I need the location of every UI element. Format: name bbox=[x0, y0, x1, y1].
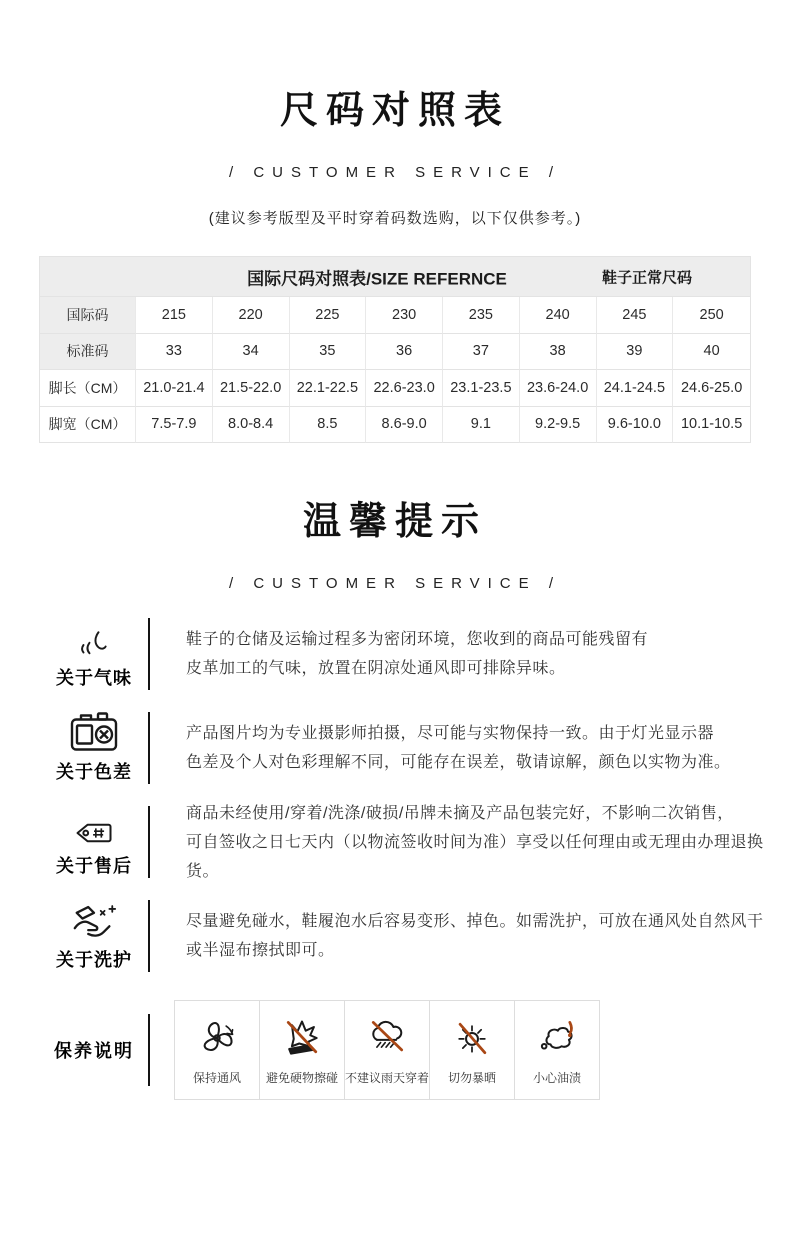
divider bbox=[148, 900, 150, 972]
size-value-cell: 230 bbox=[366, 297, 443, 334]
care-box bbox=[429, 1000, 515, 1100]
oil-stain-icon bbox=[535, 1015, 579, 1061]
tips-title: 温馨提示 bbox=[302, 501, 487, 543]
care-box-label: 不建议雨天穿着 bbox=[345, 1070, 430, 1085]
tip-label: 关于气味 bbox=[56, 668, 132, 688]
size-chart-title: 尺码对照表 bbox=[279, 90, 510, 132]
care-box-label: 保持通风 bbox=[192, 1070, 241, 1085]
size-value-cell: 240 bbox=[520, 297, 597, 334]
size-value-cell: 8.5 bbox=[290, 407, 367, 444]
tip-row bbox=[40, 896, 790, 976]
tip-label: 关于色差 bbox=[56, 762, 132, 782]
size-value-cell: 21.0-21.4 bbox=[136, 370, 213, 407]
size-value-cell: 23.6-24.0 bbox=[520, 370, 597, 407]
size-value-cell: 33 bbox=[136, 334, 213, 371]
smell-icon bbox=[76, 618, 112, 660]
size-value-cell: 36 bbox=[366, 334, 443, 371]
size-chart-note: (建议参考版型及平时穿着码数选购，以下仅供参考。) bbox=[208, 210, 582, 227]
no-sun-icon bbox=[450, 1015, 494, 1061]
care-box-label: 避免硬物擦碰 bbox=[265, 1070, 338, 1085]
size-row-label: 脚长（CM） bbox=[40, 370, 136, 407]
care-box bbox=[344, 1000, 430, 1100]
size-value-cell: 21.5-22.0 bbox=[213, 370, 290, 407]
tip-text: 商品未经使用/穿着/洗涤/破损/吊牌未摘及产品包装完好，不影响二次销售， 可自签收之日七天内（以物流签收时间为准）享受以任何理由或无理由办理退换货。 bbox=[186, 804, 764, 880]
divider bbox=[148, 806, 150, 878]
tip-text: 尽量避免碰水，鞋履泡水后容易变形、掉色。如需洗护，可放在通风处自然风干 或半湿布擦拭即可。 bbox=[186, 913, 764, 959]
tip-text: 鞋子的仓储及运输过程多为密闭环境，您收到的商品可能残留有 皮革加工的气味，放置在阴凉处通风即可排除异味。 bbox=[186, 631, 649, 677]
size-value-cell: 8.0-8.4 bbox=[213, 407, 290, 444]
size-table-row bbox=[40, 334, 750, 371]
size-table-row bbox=[40, 407, 750, 444]
size-value-cell: 22.6-23.0 bbox=[366, 370, 443, 407]
care-box-label: 小心油渍 bbox=[532, 1070, 581, 1085]
care-instructions-row bbox=[40, 1000, 790, 1100]
size-table-header-left: 国际尺码对照表/SIZE REFERNCE bbox=[247, 269, 507, 288]
size-value-cell: 8.6-9.0 bbox=[366, 407, 443, 444]
tip-label: 关于洗护 bbox=[56, 950, 132, 970]
size-value-cell: 39 bbox=[597, 334, 674, 371]
no-rain-icon bbox=[365, 1015, 409, 1061]
size-table-header bbox=[40, 257, 750, 297]
size-value-cell: 225 bbox=[290, 297, 367, 334]
size-value-cell: 235 bbox=[443, 297, 520, 334]
size-value-cell: 37 bbox=[443, 334, 520, 371]
size-value-cell: 24.1-24.5 bbox=[597, 370, 674, 407]
camera-icon bbox=[68, 712, 120, 754]
care-instructions-label: 保养说明 bbox=[54, 1041, 134, 1061]
size-table-row bbox=[40, 370, 750, 407]
fan-icon bbox=[195, 1015, 239, 1061]
size-table-row bbox=[40, 297, 750, 334]
size-table bbox=[39, 256, 751, 443]
size-value-cell: 38 bbox=[520, 334, 597, 371]
care-box bbox=[174, 1000, 260, 1100]
divider bbox=[148, 618, 150, 690]
size-value-cell: 9.6-10.0 bbox=[597, 407, 674, 444]
size-value-cell: 22.1-22.5 bbox=[290, 370, 367, 407]
size-value-cell: 220 bbox=[213, 297, 290, 334]
tips-subtitle: / CUSTOMER SERVICE / bbox=[229, 575, 561, 592]
size-value-cell: 9.1 bbox=[443, 407, 520, 444]
tag-icon bbox=[72, 806, 116, 848]
care-box bbox=[259, 1000, 345, 1100]
size-value-cell: 23.1-23.5 bbox=[443, 370, 520, 407]
size-row-label: 脚宽（CM） bbox=[40, 407, 136, 444]
product-detail-page bbox=[0, 90, 790, 1256]
size-row-label: 国际码 bbox=[40, 297, 136, 334]
size-row-label: 标准码 bbox=[40, 334, 136, 371]
size-value-cell: 245 bbox=[597, 297, 674, 334]
care-box bbox=[514, 1000, 600, 1100]
size-value-cell: 7.5-7.9 bbox=[136, 407, 213, 444]
no-scrape-icon bbox=[280, 1015, 324, 1061]
size-value-cell: 250 bbox=[673, 297, 750, 334]
care-box-label: 切勿暴晒 bbox=[447, 1070, 496, 1085]
size-table-header-right: 鞋子正常尺码 bbox=[601, 269, 693, 286]
tip-text: 产品图片均为专业摄影师拍摄，尽可能与实物保持一致。由于灯光显示器 色差及个人对色彩理解不同，可能存在误差，敬请谅解，颜色以实物为准。 bbox=[186, 725, 731, 771]
divider bbox=[148, 712, 150, 784]
size-value-cell: 24.6-25.0 bbox=[673, 370, 750, 407]
size-value-cell: 34 bbox=[213, 334, 290, 371]
tip-row bbox=[40, 708, 790, 788]
tip-row bbox=[40, 614, 790, 694]
size-chart-subtitle: / CUSTOMER SERVICE / bbox=[229, 164, 561, 181]
tip-row bbox=[40, 802, 790, 882]
size-value-cell: 10.1-10.5 bbox=[673, 407, 750, 444]
size-value-cell: 215 bbox=[136, 297, 213, 334]
divider bbox=[148, 1014, 150, 1086]
handwash-icon bbox=[69, 900, 119, 942]
tip-label: 关于售后 bbox=[56, 856, 132, 876]
size-value-cell: 35 bbox=[290, 334, 367, 371]
size-value-cell: 9.2-9.5 bbox=[520, 407, 597, 444]
size-value-cell: 40 bbox=[673, 334, 750, 371]
